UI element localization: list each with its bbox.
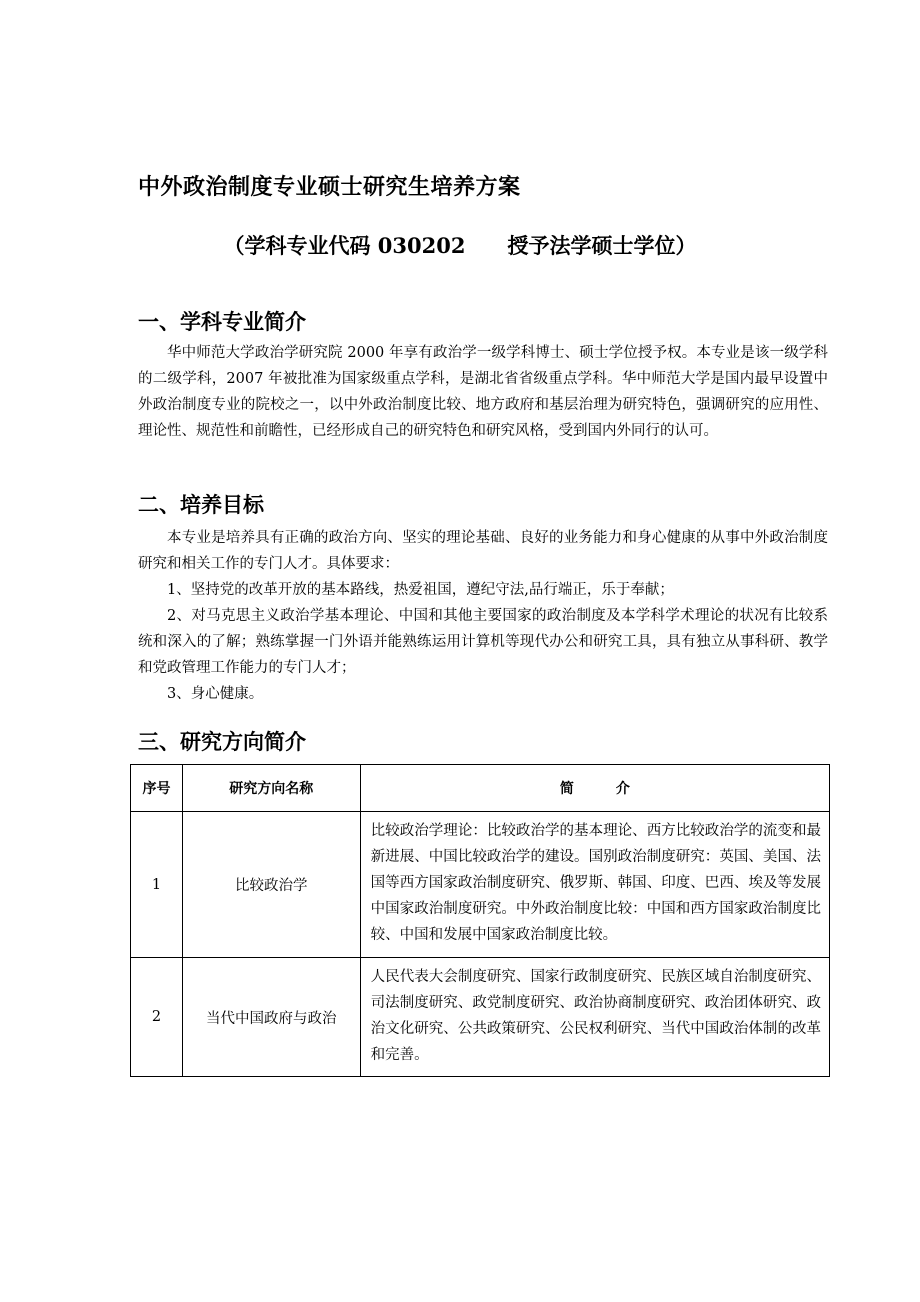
row-name: 当代中国政府与政治: [182, 958, 360, 1077]
row-intro: 人民代表大会制度研究、国家行政制度研究、民族区域自治制度研究、司法制度研究、政党制度研究、政治协商制度研究、政治团体研究、政治文化研究、公共政策研究、公民权利研究、当代中国政治体制的改革和完善。: [360, 958, 829, 1077]
goal-item-1: 1、坚持党的改革开放的基本路线，热爱祖国，遵纪守法,品行端正，乐于奉献；: [167, 582, 674, 598]
row-no: 1: [131, 812, 183, 958]
header-no: 序号: [131, 765, 183, 812]
table-row: [131, 958, 830, 1077]
goal-item-2: 2、对马克思主义政治学基本理论、中国和其他主要国家的政治制度及本学科学术理论的状况有比较系统和深入的了解；熟练掌握一门外语并能熟练运用计算机等现代办公和研究工具，具有独立从事科研、教学和党政管理工作能力的专门人才；: [138, 608, 828, 676]
header-name: 研究方向名称: [182, 765, 360, 812]
goal-item-3: 3、身心健康。: [167, 686, 264, 702]
document-subtitle: （学科专业代码 030202 授予法学硕士学位）: [223, 233, 697, 258]
row-intro: 比较政治学理论：比较政治学的基本理论、西方比较政治学的流变和最新进展、中国比较政治学的建设。国别政治制度研究：英国、美国、法国等西方国家政治制度研究、俄罗斯、韩国、印度、巴西、埃及等发展中国家政治制度研究。中外政治制度比较：中国和西方国家政治制度比较、中国和发展中国家政治制度比较。: [360, 812, 829, 958]
table-row: [131, 812, 830, 958]
table-header-row: [131, 765, 830, 812]
section-heading-directions: 三、研究方向简介: [138, 730, 306, 754]
section-heading-goals: 二、培养目标: [138, 493, 264, 517]
section-paragraph-goals: 本专业是培养具有正确的政治方向、坚实的理论基础、良好的业务能力和身心健康的从事中外政治制度研究和相关工作的专门人才。具体要求：: [138, 530, 828, 572]
row-name: 比较政治学: [182, 812, 360, 958]
document-title: 中外政治制度专业硕士研究生培养方案: [138, 175, 521, 200]
header-intro: 简 介: [360, 765, 829, 812]
section-paragraph-intro: 华中师范大学政治学研究院 2000 年享有政治学一级学科博士、硕士学位授予权。本专业是该一级学科的二级学科，2007 年被批准为国家级重点学科，是湖北省省级重点学科。华中师范大学是国内最早设置中外政治制度专业的院校之一，以中外政治制度比较、地方政府和基层治理为研究特色，强调研究的应用性、理论性、规范性和前瞻性，已经形成自己的研究特色和研究风格，受到国内外同行的认可。: [138, 345, 828, 439]
research-directions-table: [130, 764, 830, 1077]
section-heading-intro: 一、学科专业简介: [138, 310, 306, 334]
row-no: 2: [131, 958, 183, 1077]
